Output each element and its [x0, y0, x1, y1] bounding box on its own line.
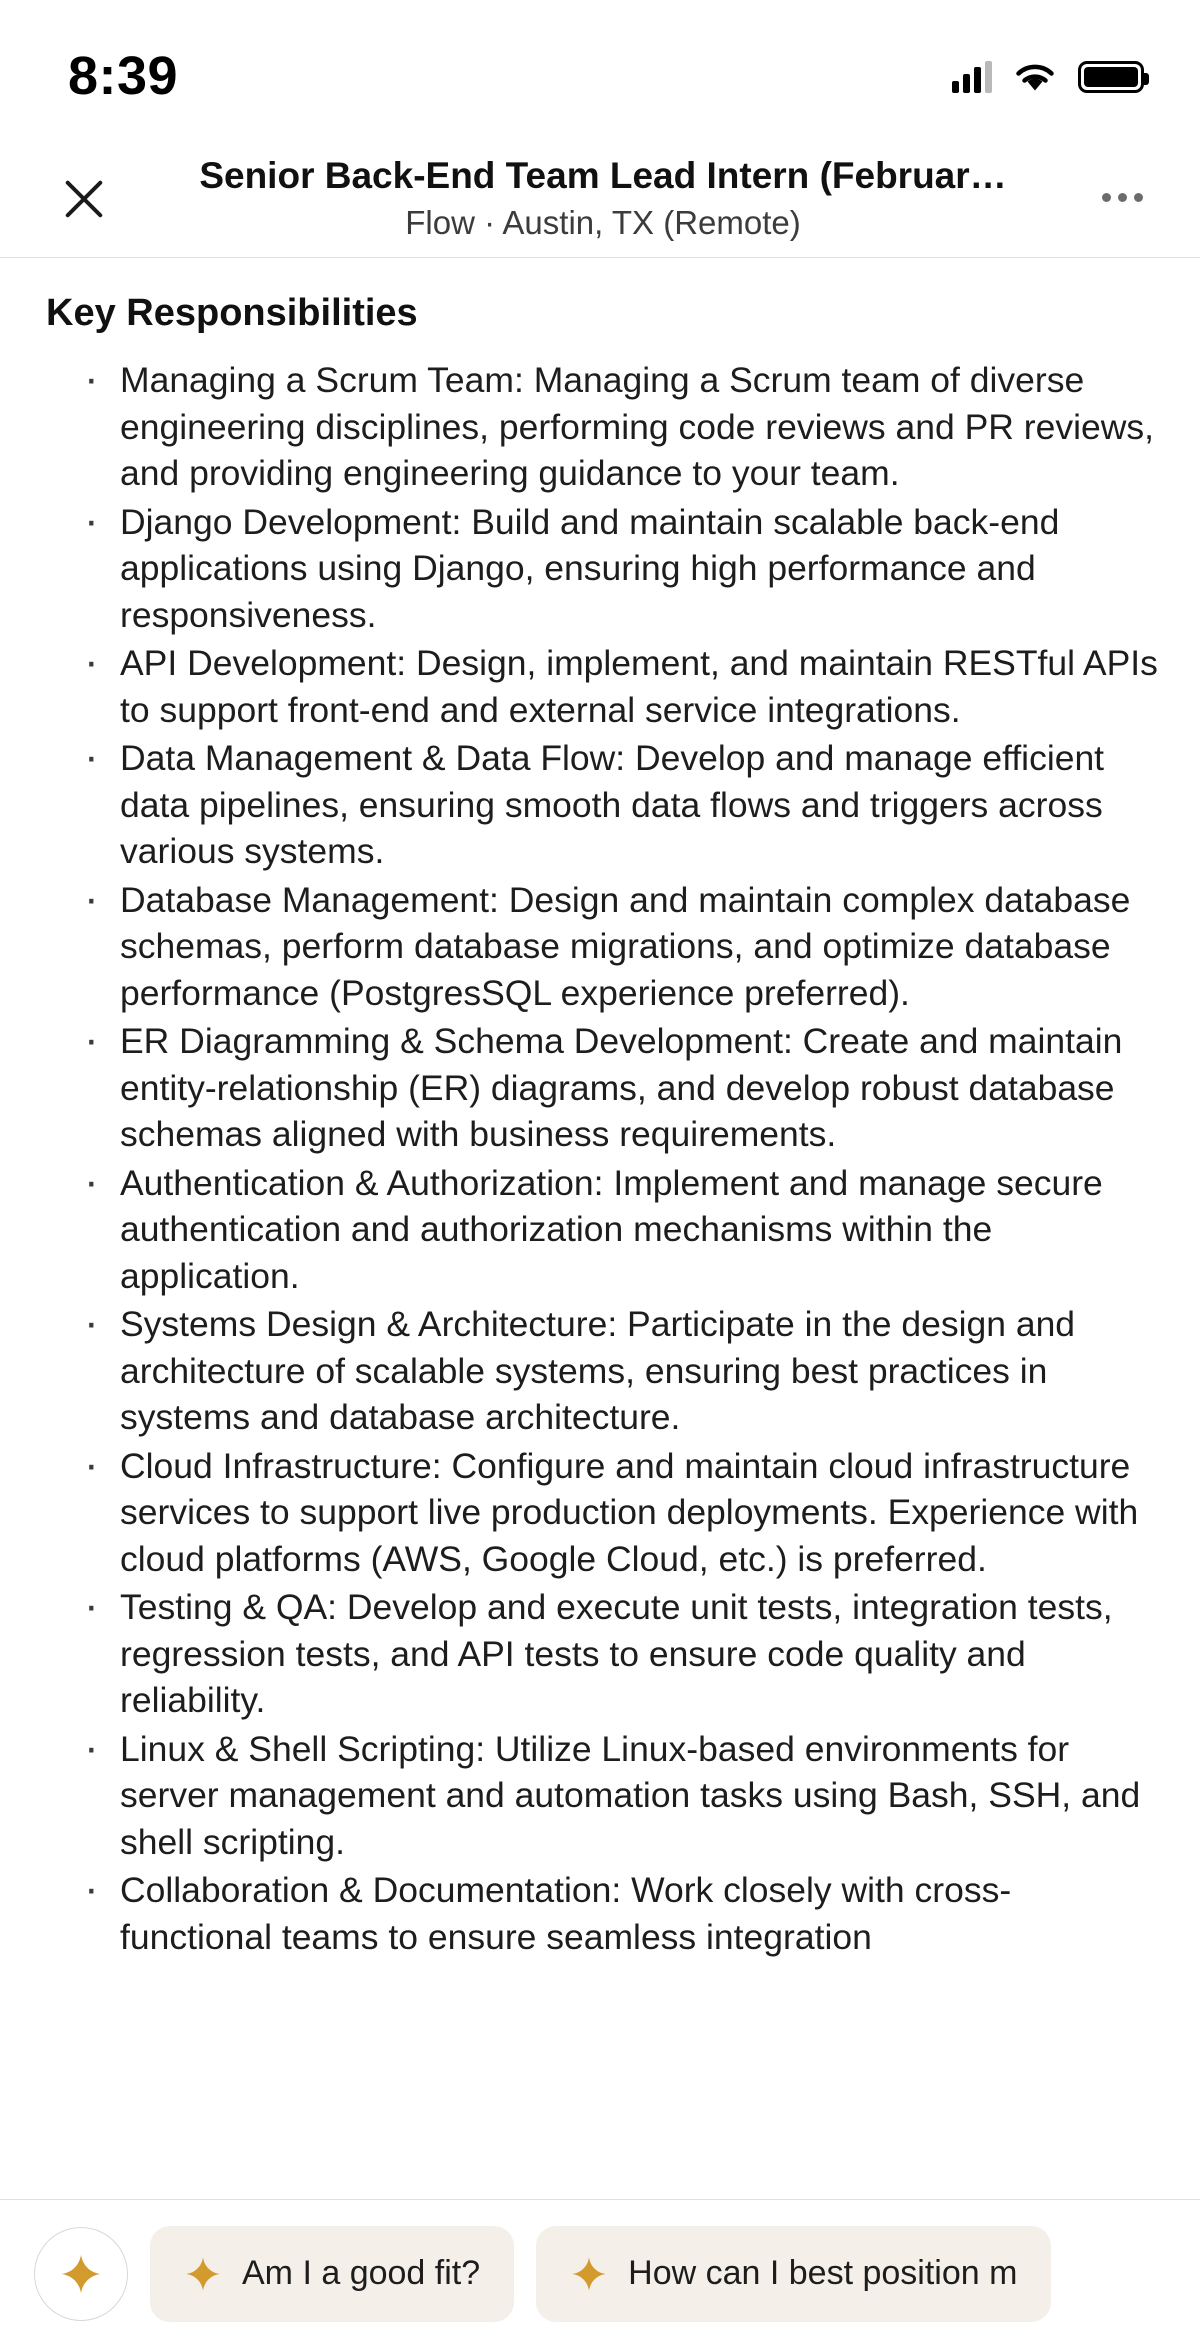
list-item: · Data Management & Data Flow: Develop and manage efficient data pipelines, ensuring smooth data flows and triggers across various systems.: [80, 735, 1158, 875]
list-item: · API Development: Design, implement, and maintain RESTful APIs to support front-end and external service integrations.: [80, 640, 1158, 733]
list-item: · Authentication & Authorization: Implement and manage secure authentication and authorization mechanisms within the application.: [80, 1160, 1158, 1300]
job-description-body[interactable]: [0, 258, 1200, 2199]
status-bar: [0, 0, 1200, 138]
sparkle-icon: [184, 2255, 222, 2293]
suggestion-chip-label: How can I best position m: [628, 2254, 1018, 2292]
job-header: [0, 138, 1200, 258]
suggestion-chip-label: Am I a good fit?: [242, 2254, 481, 2292]
wifi-icon: [1014, 61, 1056, 93]
list-item: · Database Management: Design and maintain complex database schemas, perform database migrations, and optimize database performance (PostgresSQL experience preferred).: [80, 877, 1158, 1017]
more-options-icon[interactable]: [1086, 162, 1158, 234]
assistant-button[interactable]: [34, 2227, 128, 2321]
header-titles: [120, 153, 1086, 242]
page-title: Senior Back-End Team Lead Intern (Februar…: [199, 154, 1007, 196]
list-item: · Managing a Scrum Team: Managing a Scrum team of diverse engineering disciplines, performing code reviews and PR reviews, and providing engineering guidance to your team.: [80, 357, 1158, 497]
content-clip: [0, 2195, 1200, 2199]
list-item: · Systems Design & Architecture: Participate in the design and architecture of scalable systems, ensuring best practices in systems and database architecture.: [80, 1301, 1158, 1441]
responsibilities-list: [42, 357, 1158, 1960]
battery-icon: [1078, 61, 1144, 93]
sparkle-icon: [570, 2255, 608, 2293]
cellular-signal-icon: [952, 61, 992, 93]
list-item: · Cloud Infrastructure: Configure and maintain cloud infrastructure services to support live production deployments. Experience with cloud platforms (AWS, Google Cloud, etc.) is preferred.: [80, 1443, 1158, 1583]
assistant-suggestion-bar: [0, 2199, 1200, 2347]
list-item: · Testing & QA: Develop and execute unit tests, integration tests, regression tests, and API tests to ensure code quality and reliability.: [80, 1584, 1158, 1724]
page-subtitle: Flow · Austin, TX (Remote): [405, 204, 801, 242]
list-item: · Collaboration & Documentation: Work closely with cross-functional teams to ensure seamless integration: [80, 1867, 1158, 1960]
status-time: 8:39: [68, 46, 179, 106]
sparkle-icon: [59, 2252, 103, 2296]
close-icon[interactable]: [48, 162, 120, 234]
status-icons: [952, 61, 1144, 93]
section-title: Key Responsibilities: [46, 292, 418, 334]
list-item: · Linux & Shell Scripting: Utilize Linux-based environments for server management and automation tasks using Bash, SSH, and shell scripting.: [80, 1726, 1158, 1866]
list-item: · ER Diagramming & Schema Development: Create and maintain entity-relationship (ER) diagrams, and develop robust database schemas aligned with business requirements.: [80, 1018, 1158, 1158]
suggestion-chip-good-fit[interactable]: [150, 2226, 514, 2322]
suggestion-chip-positioning[interactable]: [536, 2226, 1051, 2322]
list-item: · Django Development: Build and maintain scalable back-end applications using Django, ensuring high performance and responsiveness.: [80, 499, 1158, 639]
